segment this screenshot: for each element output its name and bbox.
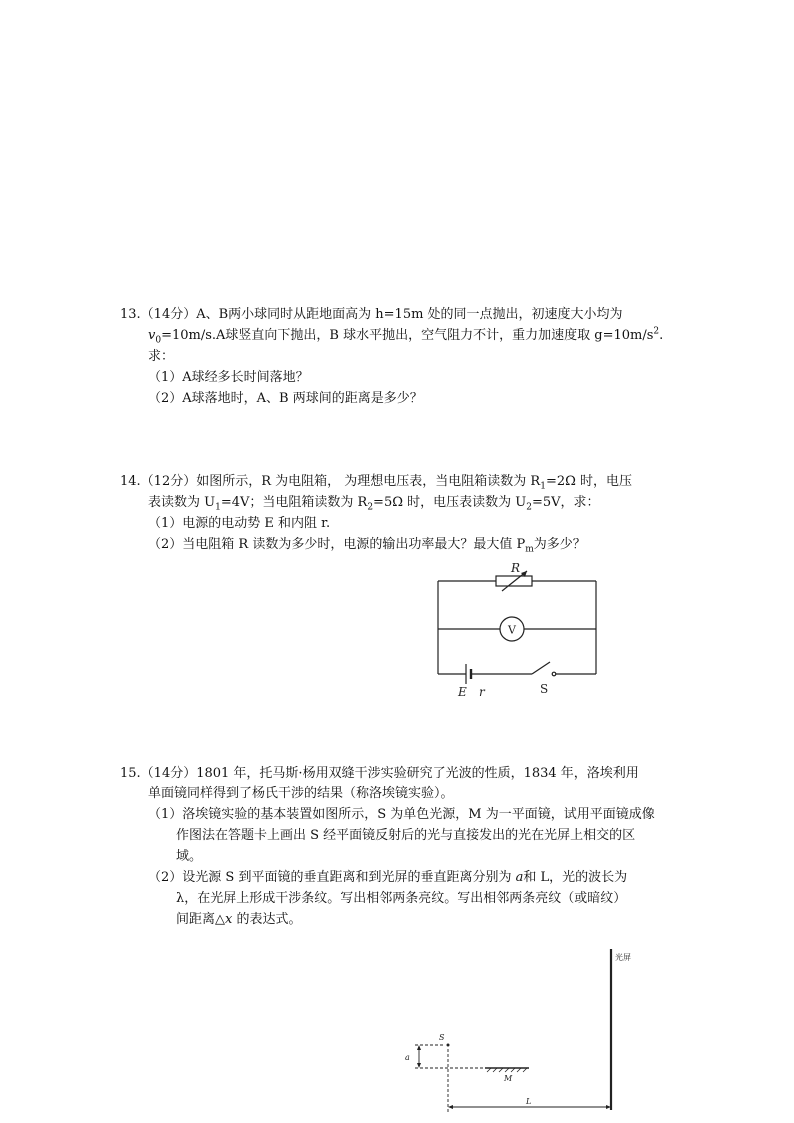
q15-var-a: a (515, 870, 524, 885)
q14-line1-text: 14.（12分）如图所示，R 为电阻箱， 为理想电压表，当电阻箱读数为 R (120, 474, 541, 489)
lloyd-mirror-diagram (395, 945, 635, 1115)
q15-sub1-l1: （1）洛埃镜实验的基本装置如图所示，S 为单色光源，M 为一平面镜，试用平面镜成像 (148, 807, 655, 822)
q14-line2-a: 表读数为 U (148, 495, 216, 510)
switch-blade (532, 662, 550, 674)
q15-sub2-l1 (148, 869, 627, 887)
label-r: r (479, 685, 485, 699)
source-point (447, 1044, 450, 1047)
q14-line2-d: =5V，求： (531, 495, 600, 510)
a-arrow-top (417, 1045, 421, 1050)
q13-g-sup: 2 (653, 326, 660, 337)
q13-line2 (148, 327, 663, 345)
L-arrow-left (448, 1105, 453, 1109)
switch-contact (552, 672, 556, 676)
label-screen: 光屏 (615, 953, 631, 962)
q14-pm-sub: m (525, 544, 534, 555)
q15-sub2-l1-a: （2）设光源 S 到平面镜的垂直距离和到光屏的垂直距离分别为 (148, 870, 516, 885)
q14-sub1: （1）电源的电动势 E 和内阻 r. (148, 516, 331, 531)
q14-line1-end: =2Ω 时，电压 (545, 474, 633, 489)
q13-sub2: （2）A球落地时，A、B 两球间的距离是多少？ (148, 391, 423, 406)
q13-line2-end: . (659, 328, 664, 343)
q14-u1-sub: 1 (215, 502, 221, 513)
q15-sub2-l3-a: 间距离△ (176, 912, 225, 927)
q15-sub1-l3: 域。 (176, 849, 203, 864)
q14-sub2-a: （2）当电阻箱 R 读数为多少时，电源的输出功率最大？最大值 P (148, 537, 526, 552)
q14-u2-sub: 2 (526, 502, 532, 513)
q14-line2-b: =4V；当电阻箱读数为 R (220, 495, 368, 510)
q15-var-x: x (225, 912, 233, 927)
q14-sub2-b: 为多少？ (533, 537, 586, 552)
q15-sub2-l2: λ，在光屏上形成干涉条纹。写出相邻两条亮纹。写出相邻两条亮纹（或暗纹） (176, 891, 627, 906)
q15-line1: 15.（14分）1801 年，托马斯·杨用双缝干涉实验研究了光波的性质，1834 年，洛埃利用 (120, 766, 639, 781)
q15-sub2-l3 (176, 911, 301, 929)
label-L: L (526, 1097, 532, 1106)
circuit-diagram (430, 560, 610, 702)
a-arrow-bottom (417, 1063, 421, 1068)
q14-line2 (148, 494, 600, 512)
label-S: S (540, 682, 549, 696)
label-V: V (508, 623, 516, 637)
q15-sub2-l1-b: 和 L，光的波长为 (523, 870, 628, 885)
label-R: R (511, 561, 521, 575)
q15-sub1-l2: 作图法在答题卡上画出 S 经平面镜反射后的光与直接发出的光在光屏上相交的区 (176, 828, 636, 843)
q13-line2-text: =10m/s.A球竖直向下抛出，B 球水平抛出，空气阻力不计，重力加速度取 g=10m/s (161, 328, 654, 343)
label-a: a (405, 1053, 410, 1062)
q13-v0-var: v (148, 328, 156, 343)
q14-r2-sub: 2 (367, 502, 374, 513)
q14-line2-c: =5Ω 时，电压表读数为 U (373, 495, 527, 510)
label-E: E (458, 685, 467, 699)
q15-sub2-l3-b: 的表达式。 (232, 912, 302, 927)
q13-sub1: （1）A球经多长时间落地？ (148, 370, 309, 385)
label-M: M (504, 1074, 513, 1083)
q14-line1 (120, 473, 632, 491)
q14-sub2 (148, 536, 586, 554)
q13-line3: 求： (148, 349, 175, 364)
q13-v0-sub: 0 (155, 335, 162, 346)
q14-r1-sub: 1 (540, 481, 546, 492)
label-S-source: S (439, 1033, 445, 1042)
q13-line1: 13.（14分）A、B两小球同时从距地面高为 h=15m 处的同一点抛出，初速度大小均为 (120, 307, 623, 322)
q15-line2: 单面镜同样得到了杨氏干涉的结果（称洛埃镜实验）。 (148, 786, 454, 801)
